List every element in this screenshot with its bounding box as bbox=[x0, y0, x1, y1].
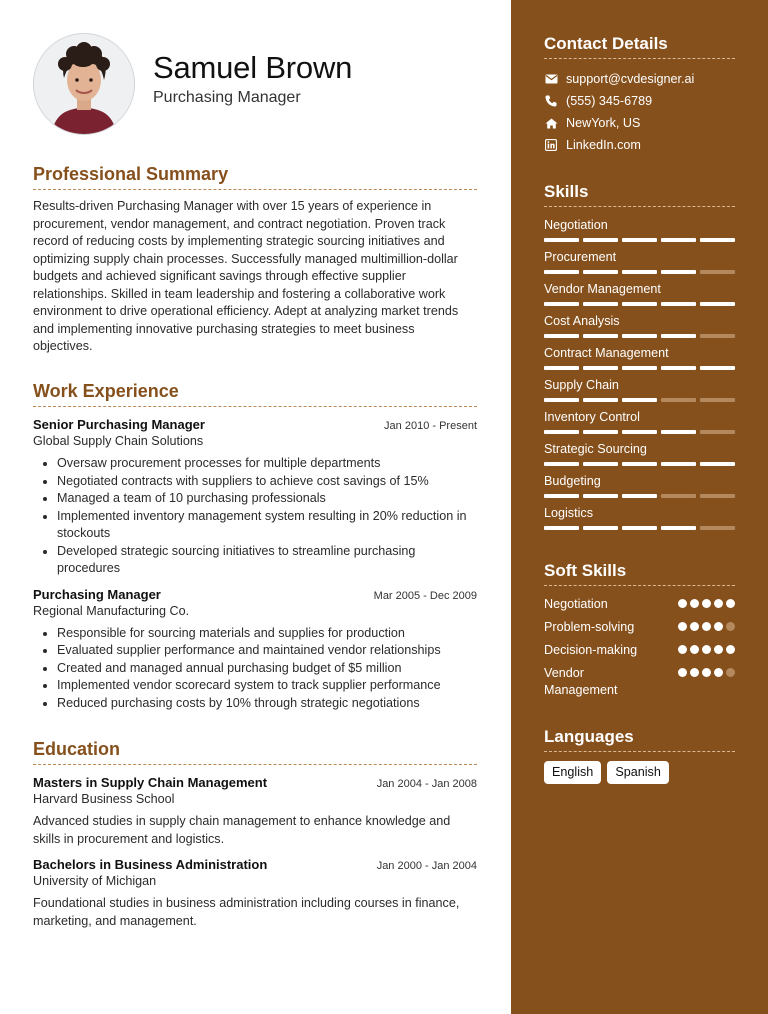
skill-level-segment bbox=[583, 398, 618, 402]
soft-skill-level-dot bbox=[726, 622, 735, 631]
skill-item bbox=[544, 249, 735, 281]
job-company: Regional Manufacturing Co. bbox=[33, 603, 190, 618]
skill-level-segment bbox=[583, 270, 618, 274]
skill-item bbox=[544, 345, 735, 377]
phone-icon bbox=[544, 95, 558, 107]
skill-name: Supply Chain bbox=[544, 378, 619, 392]
soft-skill-level-dot bbox=[702, 599, 711, 608]
skill-level-segment bbox=[544, 398, 579, 402]
education-entry bbox=[33, 774, 477, 848]
soft-skill-level-dot bbox=[678, 645, 687, 654]
job-entry bbox=[33, 586, 477, 713]
skill-item bbox=[544, 377, 735, 409]
skill-level-segment bbox=[661, 270, 696, 274]
skill-item bbox=[544, 409, 735, 441]
envelope-icon bbox=[544, 73, 558, 85]
experience-section bbox=[33, 379, 477, 712]
skills-list bbox=[544, 217, 735, 537]
skill-level-segment bbox=[700, 334, 735, 338]
skill-item bbox=[544, 441, 735, 473]
soft-skill-level-dot bbox=[714, 599, 723, 608]
soft-skill-level-dot bbox=[726, 599, 735, 608]
soft-skill-level-dots bbox=[678, 645, 735, 654]
skill-level-segment bbox=[583, 494, 618, 498]
soft-skill-name: Decision-making bbox=[544, 643, 638, 657]
skill-level-segment bbox=[544, 462, 579, 466]
skill-item bbox=[544, 473, 735, 505]
skill-level-segment bbox=[583, 526, 618, 530]
job-bullet: • Implemented inventory management system resulting in 20% reduction in stockouts bbox=[57, 508, 477, 543]
soft-skill-level-dot bbox=[714, 668, 723, 677]
skill-level-segment bbox=[661, 366, 696, 370]
skill-name: Inventory Control bbox=[544, 410, 640, 424]
job-bullet: • Developed strategic sourcing initiatives to streamline purchasing procedures bbox=[57, 543, 477, 578]
soft-skill-level-dot bbox=[714, 645, 723, 654]
soft-skill-level-dot bbox=[678, 599, 687, 608]
skill-level-segment bbox=[622, 398, 657, 402]
soft-skill-level-dot bbox=[690, 622, 699, 631]
skill-level-segment bbox=[583, 462, 618, 466]
skill-level-segment bbox=[700, 430, 735, 434]
degree-title: Bachelors in Business Administration bbox=[33, 857, 268, 872]
contact-location bbox=[544, 112, 735, 134]
skill-level-segment bbox=[544, 270, 579, 274]
soft-skill-level-dot bbox=[726, 668, 735, 677]
soft-skills-section bbox=[544, 560, 735, 705]
skill-level-segment bbox=[622, 526, 657, 530]
soft-skill-name: Problem-solving bbox=[544, 620, 635, 634]
skill-level-bars bbox=[544, 462, 735, 466]
skill-level-bars bbox=[544, 494, 735, 498]
soft-skill-item bbox=[544, 665, 735, 699]
skill-level-bars bbox=[544, 238, 735, 242]
skill-level-segment bbox=[700, 302, 735, 306]
skill-level-segment bbox=[661, 526, 696, 530]
skill-level-bars bbox=[544, 366, 735, 370]
candidate-title: Purchasing Manager bbox=[153, 89, 301, 106]
skill-level-segment bbox=[583, 366, 618, 370]
soft-skill-level-dot bbox=[678, 668, 687, 677]
skill-level-segment bbox=[700, 494, 735, 498]
skill-name: Negotiation bbox=[544, 218, 608, 232]
skill-level-segment bbox=[661, 430, 696, 434]
skill-level-segment bbox=[544, 238, 579, 242]
job-date: Mar 2005 - Dec 2009 bbox=[373, 589, 477, 602]
skill-level-segment bbox=[544, 302, 579, 306]
contact-email-text: support@cvdesigner.ai bbox=[566, 72, 695, 86]
skill-level-segment bbox=[622, 366, 657, 370]
education-description: Advanced studies in supply chain management to enhance knowledge and skills in procurement and logistics. bbox=[33, 814, 451, 846]
skill-level-segment bbox=[544, 526, 579, 530]
skill-level-segment bbox=[622, 334, 657, 338]
soft-skill-level-dot bbox=[726, 645, 735, 654]
education-heading: Education bbox=[33, 737, 477, 765]
languages-section bbox=[544, 726, 735, 784]
soft-skill-level-dot bbox=[702, 622, 711, 631]
skill-level-segment bbox=[544, 366, 579, 370]
soft-skills-heading: Soft Skills bbox=[544, 560, 735, 586]
skill-level-segment bbox=[661, 334, 696, 338]
skill-level-segment bbox=[700, 238, 735, 242]
job-date: Jan 2010 - Present bbox=[384, 420, 477, 432]
skill-level-segment bbox=[700, 462, 735, 466]
soft-skill-level-dot bbox=[714, 622, 723, 631]
school-name: Harvard Business School bbox=[33, 792, 175, 806]
languages-heading: Languages bbox=[544, 726, 735, 752]
candidate-name: Samuel Brown bbox=[153, 50, 353, 85]
skill-level-bars bbox=[544, 430, 735, 434]
contact-location-text: NewYork, US bbox=[566, 116, 641, 130]
skill-name: Cost Analysis bbox=[544, 314, 620, 328]
soft-skill-level-dots bbox=[678, 599, 735, 608]
education-section bbox=[33, 737, 477, 930]
school-name: University of Michigan bbox=[33, 874, 157, 888]
skill-level-bars bbox=[544, 270, 735, 274]
linkedin-icon bbox=[544, 139, 558, 151]
skill-level-segment bbox=[661, 462, 696, 466]
skill-name: Strategic Sourcing bbox=[544, 442, 647, 456]
job-bullet: • Evaluated supplier performance and maintained vendor relationships bbox=[57, 642, 477, 660]
soft-skill-level-dot bbox=[690, 645, 699, 654]
skill-level-segment bbox=[622, 270, 657, 274]
job-bullet: • Responsible for sourcing materials and supplies for production bbox=[57, 625, 477, 643]
contact-heading: Contact Details bbox=[544, 33, 735, 59]
job-bullet: • Created and managed annual purchasing budget of $5 million bbox=[57, 660, 477, 678]
skill-item bbox=[544, 217, 735, 249]
skill-level-segment bbox=[622, 494, 657, 498]
contact-section bbox=[544, 33, 735, 156]
skill-level-bars bbox=[544, 334, 735, 338]
skill-level-segment bbox=[622, 238, 657, 242]
summary-text: Results-driven Purchasing Manager with over 15 years of experience in procurement, vendor management, and contract negotiation. Proven track record of reducing costs by implementing strategic sourcing initiatives and optimizing supply chain processes. Successfully managed multimillion-dollar budgets and achieved significant savings through effective supplier relationships. Skilled in team leadership and fostering a collaborative work environment to drive operational efficiency. Adept at analyzing market trends and implementing innovative purchasing strategies to meet business objectives. bbox=[33, 199, 459, 353]
soft-skill-level-dot bbox=[702, 645, 711, 654]
language-tag: Spanish bbox=[607, 761, 669, 784]
avatar bbox=[33, 33, 135, 135]
contact-email[interactable] bbox=[544, 68, 735, 90]
job-entry bbox=[33, 416, 477, 578]
skill-item bbox=[544, 281, 735, 313]
skill-level-segment bbox=[544, 494, 579, 498]
summary-section bbox=[33, 162, 477, 356]
soft-skill-level-dots bbox=[678, 668, 735, 677]
skill-level-segment bbox=[583, 302, 618, 306]
job-bullet: • Oversaw procurement processes for multiple departments bbox=[57, 455, 477, 473]
skill-name: Contract Management bbox=[544, 346, 669, 360]
skill-level-bars bbox=[544, 398, 735, 402]
soft-skill-level-dot bbox=[678, 622, 687, 631]
job-bullet: • Reduced purchasing costs by 10% through strategic negotiations bbox=[57, 695, 477, 713]
job-company: Global Supply Chain Solutions bbox=[33, 434, 204, 448]
skill-item bbox=[544, 313, 735, 345]
language-tag: English bbox=[544, 761, 601, 784]
soft-skill-item bbox=[544, 619, 735, 636]
experience-heading: Work Experience bbox=[33, 379, 477, 407]
skill-level-segment bbox=[700, 270, 735, 274]
skill-level-segment bbox=[622, 462, 657, 466]
skills-heading: Skills bbox=[544, 181, 735, 207]
soft-skill-name: Vendor Management bbox=[544, 666, 618, 697]
job-bullet: • Managed a team of 10 purchasing professionals bbox=[57, 490, 477, 508]
skill-level-segment bbox=[661, 238, 696, 242]
skill-level-segment bbox=[544, 334, 579, 338]
skill-level-segment bbox=[544, 430, 579, 434]
job-bullet: • Implemented vendor scorecard system to track supplier performance bbox=[57, 677, 477, 695]
skill-level-segment bbox=[583, 334, 618, 338]
skill-name: Logistics bbox=[544, 506, 593, 520]
skill-level-segment bbox=[622, 302, 657, 306]
home-icon bbox=[544, 117, 558, 129]
skill-level-segment bbox=[622, 430, 657, 434]
soft-skill-level-dot bbox=[702, 668, 711, 677]
soft-skill-item bbox=[544, 642, 735, 659]
soft-skill-level-dot bbox=[690, 668, 699, 677]
skill-name: Vendor Management bbox=[544, 282, 661, 296]
skill-level-segment bbox=[661, 398, 696, 402]
skill-level-segment bbox=[583, 430, 618, 434]
skill-level-bars bbox=[544, 526, 735, 530]
contact-phone-text: (555) 345-6789 bbox=[566, 94, 653, 108]
soft-skill-level-dots bbox=[678, 622, 735, 631]
skill-name: Budgeting bbox=[544, 474, 601, 488]
skill-name: Procurement bbox=[544, 250, 617, 264]
soft-skill-item bbox=[544, 596, 735, 613]
job-bullet: • Negotiated contracts with suppliers to achieve cost savings of 15% bbox=[57, 473, 477, 491]
job-bullets bbox=[33, 625, 477, 713]
education-date: Jan 2000 - Jan 2004 bbox=[376, 860, 477, 872]
job-title: Purchasing Manager bbox=[33, 586, 161, 602]
education-entry bbox=[33, 856, 477, 930]
contact-phone[interactable] bbox=[544, 90, 735, 112]
job-title: Senior Purchasing Manager bbox=[33, 417, 205, 432]
skill-level-segment bbox=[583, 238, 618, 242]
degree-title: Masters in Supply Chain Management bbox=[33, 775, 268, 790]
portrait-image bbox=[34, 34, 134, 134]
skill-level-segment bbox=[661, 494, 696, 498]
soft-skills-list bbox=[544, 596, 735, 699]
skill-level-segment bbox=[700, 398, 735, 402]
skill-level-segment bbox=[700, 526, 735, 530]
skill-item bbox=[544, 505, 735, 537]
education-date: Jan 2004 - Jan 2008 bbox=[376, 778, 477, 790]
languages-list bbox=[544, 761, 735, 784]
soft-skill-name: Negotiation bbox=[544, 597, 608, 611]
summary-heading: Professional Summary bbox=[33, 162, 477, 190]
job-bullets bbox=[33, 455, 477, 578]
education-description: Foundational studies in business administration including courses in finance, marketing, and management. bbox=[33, 896, 460, 928]
contact-linkedin[interactable] bbox=[544, 134, 735, 156]
soft-skill-level-dot bbox=[690, 599, 699, 608]
skills-section bbox=[544, 181, 735, 537]
skill-level-bars bbox=[544, 302, 735, 306]
contact-linkedin-text: LinkedIn.com bbox=[566, 138, 641, 152]
skill-level-segment bbox=[661, 302, 696, 306]
skill-level-segment bbox=[700, 366, 735, 370]
